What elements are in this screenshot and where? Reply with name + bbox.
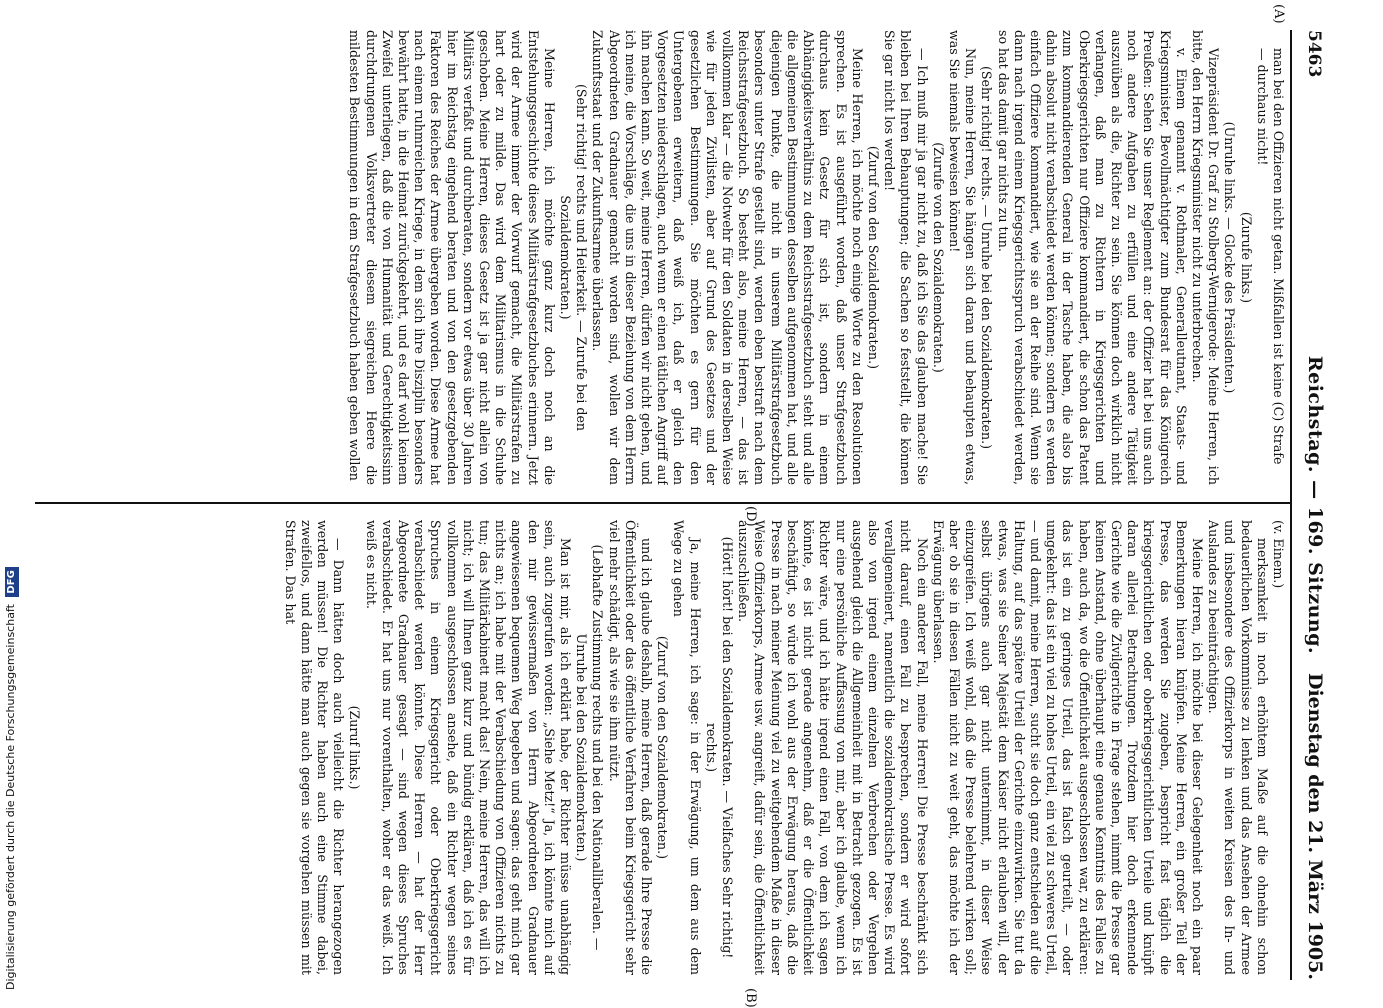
paragraph: Meine Herren, ich möchte noch einige Worte zu den Resolutionen sprechen. Es ist ausgeführt worden, daß unser Strafgesetzbuch durchaus kein Gesetz für sich ist, sondern in einem Abhängigkeitsverhältnis zu dem Reichsstrafgesetzbuch steht und alle die allgemeinen Bestimmungen desselben aufgenommen hat, und alle diejenigen Punkte, die nicht in unserem Militärstrafgesetzbuch besonders unter Strafe gestellt sind, werden eben bestraft nach dem Reichsstrafgesetzbuch. So besteht also, meine Herren, — das ist vollkommen klar — die Notwehr für den Soldaten in derselben Weise wie für jeden Zivilisten, aber auf Grund des Gesetzes und der gesetzlichen Bestimmungen. Sie möchten es gern für den Untergebenen erweitern, daß weiß ich, daß er gleich den Vorgesetzten niederschlagen, auch wenn er einen tätlichen Angriff auf ihn machen kann. So weit, meine Herren, dürfen wir nicht gehen, und ich meine, die Vorschläge, die uns in dieser Beziehung von dem Herrn Abgeordneten Gradnauer gemacht worden sind, wollen wir dem Zukunftsstaat und der Zukunftsarmee überlassen. [590,30,865,485]
margin-mark-b: (B) [743,988,758,1008]
speaker-running-head: (v. Einem.) [1271,520,1286,589]
paragraph: Nun, meine Herren, Sie hängen sich daran und behaupten etwas, was Sie niemals beweisen können! [946,30,979,485]
rotated-page-content [25,4,1330,1008]
paragraph: Noch ein anderer Fall, meine Herren! Die Presse beschränkt sich nicht darauf, einen Fall zu besprechen, sondern er wird sofort verallgemeinert, namentlich die sozialdemokratische Presse. Es wird also von irgend einem einzelnen Verbrechen oder Vergehen ausgehend gleich die Allgemeinheit mit in Betracht gezogen. Es ist nur eine persönliche Auffassung von mir, aber ich glaube, wenn ich Richter wäre, und ich hätte irgend einen Fall, von dem ich sagen könnte, es ist nicht gerade angenehm, daß er die Öffentlichkeit beschäftigt, so würde ich wohl aus der Erwägung heraus, daß die Presse in nach meiner Meinung viel zu weitgehendem Maße in dieser Weise Offizierkorps, Armee usw. angreift, dafür sein, die Öffentlichkeit auszuschließen. [736,520,930,975]
right-column [31,520,1286,975]
paragraph: man bei den Offizieren nicht getan. Mißfallen ist keine (C) Strafe [1271,48,1286,465]
credit-text: Digitalisierung gefördert durch die Deutsche Forschungsgemeinschaft [4,604,17,990]
paragraph: und ich glaube deshalb, meine Herren, daß gerade Ihre Presse die Öffentlichkeit oder das öffentliche Verfahren beim Kriegsgericht sehr viel mehr schädigt, als wie sie ihm nützt. [606,520,655,975]
paragraph: Meine Herren, ich möchte ganz kurz doch noch an die Entstehungsgeschichte dieses Militärstrafgesetzbuches erinnern. Jetzt wird der Armee immer der Vorwurf gemacht, die Militärstrafen zu hart oder zu milde. Das wird dem Militarismus in die Schuhe geschoben. Meine Herren, dieses Gesetz ist ja gar nicht allein von Militärs verfaßt und durchberaten, sondern vor etwas über 30 Jahren hier im Reichstag eingehend beraten und von den gesetzgebenden Faktoren des Reiches der Armee übergeben worden. Diese Armee hat nach einem ruhmreichen Kriege, in dem sich ihre Disziplin besonders bewährt hatte, in die Heimat zurückgekehrt, und es darf wohl keinem Zweifel unterliegen, daß die von Humanität und Gerechtigkeitssinn durchdrungenen Volksvertreter diesem siegreichen Heere die mildesten Bestimmungen in dem Strafgesetzbuch haben geben wollen [347,30,557,485]
speaker-paragraph: v. Einem genannt v. Rothmaler, Generalleutnant, Staats- und Kriegsminister, Bevollmächtigter zum Bundesrat für das Königreich Preußen: Sehen Sie unser Reglement an: der Offizier hat bei uns auch noch andere Aufgaben zu erfüllen und eine andere Tätigkeit auszuüben als die, Richter zu sein. Sie können doch wirklich nicht verlangen, daß man zu Richtern in Kriegsgerichten und Oberkriegsgerichten nur Offiziere kommandiert, die schon das Patent zum kommandierenden General in der Tasche haben, die also bis dahin absolut nicht verabschiedet werden können; sondern es werden einfach Offiziere kommandiert, wie sie an der Reihe sind. Wenn sie dann nach irgend einem Kriegsgerichtsspruch verabschiedet werden, so hat das damit gar nichts zu tun. [995,30,1189,485]
paragraph: — durchaus nicht! [1254,48,1270,166]
session-date: Dienstag den 21. März 1905. [1304,672,1326,980]
speaker-paragraph: Vizepräsident Dr. Graf zu Stolberg-Wernigerode: Meine Herren, ich bitte, den Herrn Kriegsminister nicht zu unterbrechen. [1189,30,1222,485]
paragraph: — Ich muß mir ja gar nicht zu, daß ich Sie das glauben mache! Sie bleiben bei Ihren Behauptungen; die Sachen so feststellt, die können Sie gar nicht los werden! [882,30,930,485]
dfg-logo: DFG [5,567,19,596]
header-rule [1290,30,1292,980]
column-divider [35,502,1290,504]
margin-mark-d: (D) [743,506,758,527]
digitization-credit [1,0,21,1000]
paragraph: Man ist mir, als ich erklärt habe, der Richter müsse unabhängig sein, auch zugerufen worden: „Siehe Metz!“ Ja, ich könnte mich auf den mir gewissermaßen von Herrn Abgeordneten Gradnauer angewiesenen bequemen Weg begeben und sagen: das geht mich gar nichts an; ich habe mit der Verabschiedung von Offizieren nichts zu tun; das Militärkabinett macht das! Nein, meine Herren, das will ich nicht; ich will Ihnen ganz kurz und bündig erklären, daß ich es für vollkommen ausgeschlossen ansehe, daß ein Richter wegen seines Spruches in einem Kriegsgericht oder Oberkriegsgericht verabschiedet werden könnte. Diese Herren — hat der Herr Abgeordnete Gradnauer gesagt — sind wegen dieses Spruches verabschiedet. Er hat uns nur vorenthalten, woher er das weiß. Ich weiß es nicht. [363,520,574,975]
interjection: (Sehr richtig! rechts und Heiterkeit. — Zurufe bei den Sozialdemokraten.) [558,83,590,432]
interjection: (Zurufe von den Sozialdemokraten.) [930,142,946,373]
interjection: (Zuruf von den Sozialdemokraten.) [865,145,881,370]
interjection: (Zuruf links.) [347,705,363,790]
interjection: (Zurufe links.) [1238,211,1254,304]
page-header [1292,30,1330,980]
interjection: (Lebhafte Zustimmung rechts und bei den Nationalliberalen. — Unruhe bei den Sozialdemokraten.) [574,544,606,951]
interjection: (Sehr richtig! rechts. — Unruhe bei den Sozialdemokraten.) [979,65,995,450]
left-column [31,30,1286,485]
paragraph: merksamkeit in noch erhöhtem Maße auf die ohnehin schon bedauerlichen Vorkommnisse zu lenken und das Ansehen der Armee und insbesondere des Offizierkorps in weiten Kreisen des In- und Auslandes zu beeinträchtigen. [1206,520,1270,975]
interjection: (Unruhe links. — Glocke des Präsidenten.) [1222,121,1238,394]
margin-mark-a: (A) [1271,4,1286,24]
page-number: 5463 [1304,30,1324,78]
page-title: Reichstag. — 169. Sitzung. [1304,355,1326,655]
interjection: (Hört! hört! bei den Sozialdemokraten. — Vielfaches Sehr richtig! rechts.) [703,536,736,959]
paragraph: Ja, meine Herren, ich sage: in der Erwägung, um dem aus dem Wege zu gehen [671,520,703,975]
interjection: (Zuruf von den Sozialdemokraten.) [655,635,671,860]
paragraph: Meine Herren, ich möchte bei dieser Gelegenheit noch ein paar Bemerkungen hieran knüpfen. Meine Herren, ein großer Teil der Presse, das werden Sie zugeben, bespricht fast täglich die kriegsgerichtlichen oder oberkriegsgerichtlichen Urteile und knüpft daran allerlei Betrachtungen. Trotzdem hier doch erkennende Gerichte wie die Zivilgerichte in Frage stehen, nimmt die Presse gar keinen Anstand, ohne überhaupt eine genaue Kenntnis des Falles zu haben, auch da, wo die Öffentlichkeit ausgeschlossen war, zu erklären: das ist ein zu geringes Urteil, das ist falsch geurteilt, — oder umgekehrt: das ist ein viel zu hohes Urteil, ein viel zu schweres Urteil, — und damit, meine Herren, sucht sie doch ganz entschieden auf die Haltung, auf das spätere Urteil der Gerichte einzuwirken. Sie tut da etwas, was sie Seiner Majestät dem Kaiser nicht erlauben will, der selbst übrigens auch gar nicht unternimmt, in dieser Weise einzugreifen. Ich weiß wohl, daß die Presse belehrend wirken soll; aber ob sie in diesen Fällen nicht zu weit geht, das möchte ich der Erwägung überlassen. [930,520,1205,975]
paragraph: — Dann hätten doch auch vielleicht die Richter herangezogen werden müssen! Die Richter haben auch eine Stimme dabei, zweifellos, und dann hätte man auch gegen sie vorgehen müssen mit Strafen. Das hat [282,520,347,975]
